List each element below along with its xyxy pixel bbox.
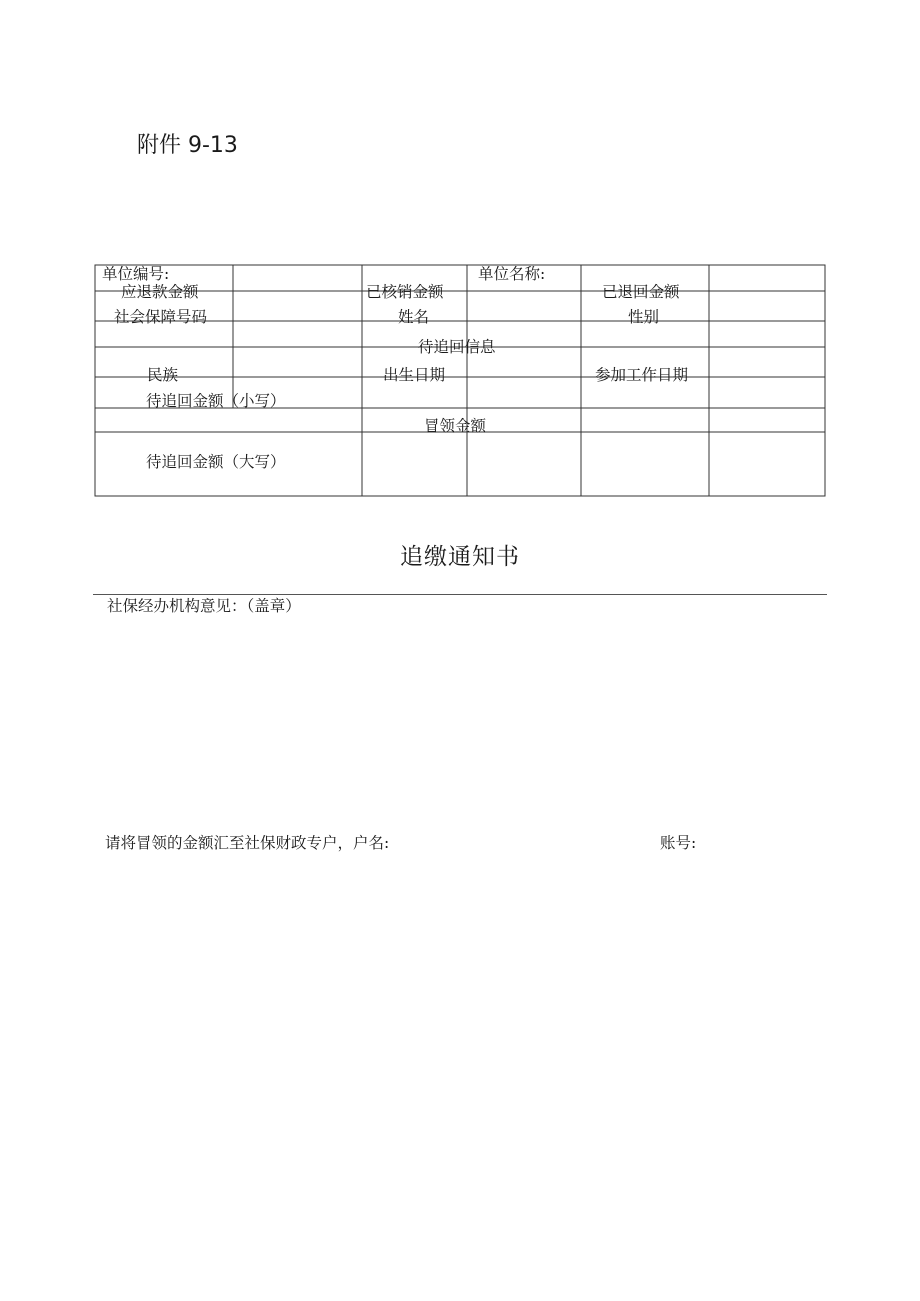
remittance-instruction: 请将冒领的金额汇至社保财政专户，户名:: [105, 834, 390, 852]
pending-info-label: 待追回信息: [418, 338, 496, 356]
divider-line: [93, 594, 827, 595]
work-start-date-label: 参加工作日期: [595, 366, 689, 384]
attachment-number: 附件 9-13: [137, 133, 238, 158]
notice-title: 追缴通知书: [400, 544, 520, 570]
unit-code-label: 单位编号:: [102, 265, 170, 283]
name-label: 姓名: [398, 308, 430, 326]
birth-date-label: 出生日期: [383, 366, 446, 384]
pending-amount-small-label: 待追回金额（小写）: [146, 392, 286, 410]
agency-opinion-label: 社保经办机构意见：（盖章）: [107, 597, 301, 615]
account-number-label: 账号:: [660, 834, 697, 852]
ethnicity-label: 民族: [147, 366, 179, 384]
pending-amount-big-label: 待追回金额（大写）: [146, 453, 286, 471]
fraud-amount-label: 冒领金额: [424, 417, 487, 435]
recovered-amount-label: 已退回金额: [602, 283, 680, 301]
unit-name-label: 单位名称:: [478, 265, 546, 283]
gender-label: 性别: [628, 308, 660, 326]
ssn-label: 社会保障号码: [114, 308, 208, 326]
refund-amount-label: 应退款金额: [121, 283, 199, 301]
written-off-amount-label: 已核销金额: [366, 283, 444, 301]
